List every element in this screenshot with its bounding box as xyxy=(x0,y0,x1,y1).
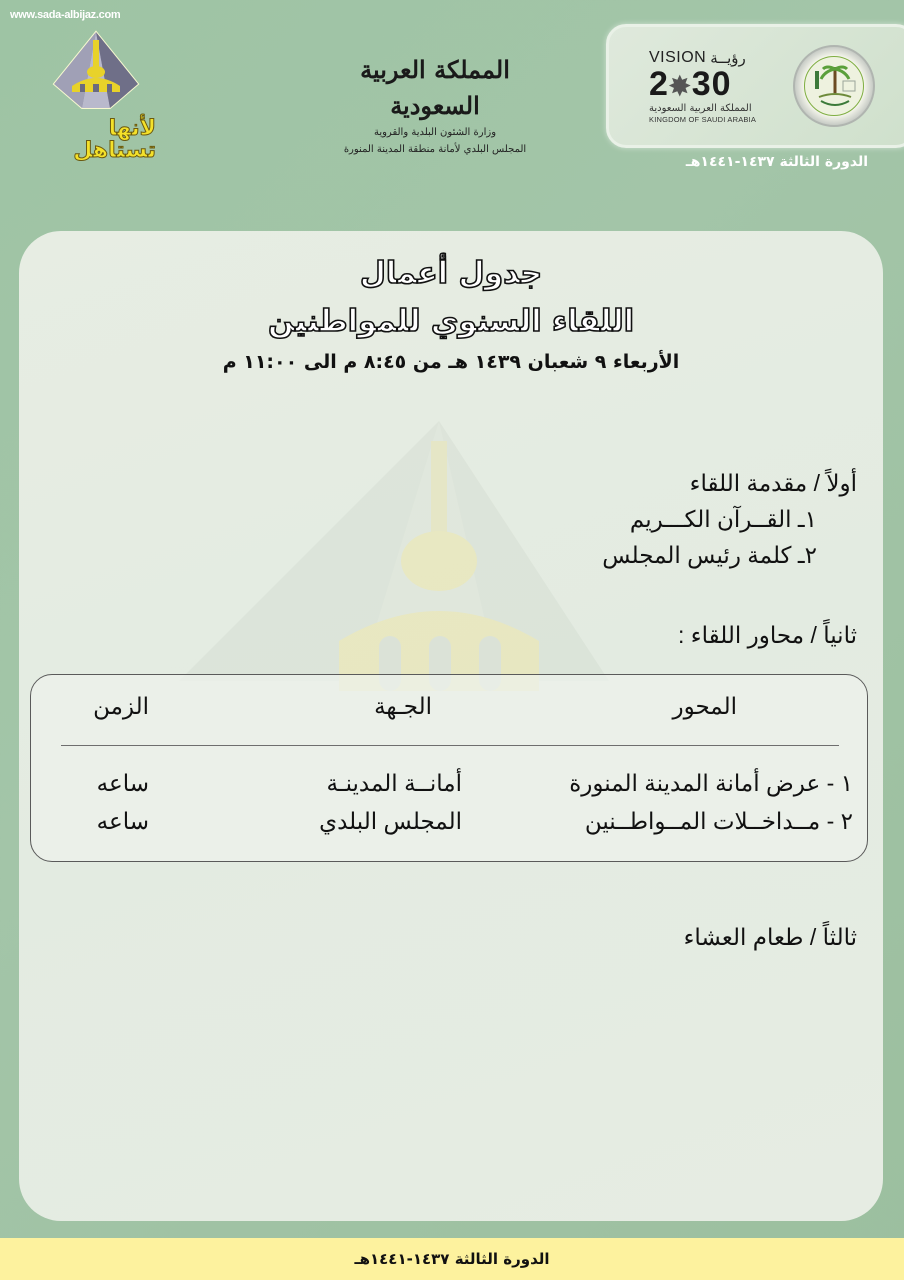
cell-time: ساعه xyxy=(96,808,149,834)
column-header-time: الزمن xyxy=(93,693,149,719)
municipal-council-seal-icon xyxy=(793,45,875,127)
vision-2030-box xyxy=(606,24,904,148)
kingdom-title: المملكة العربية السعودية xyxy=(360,55,510,120)
section-heading: أولاً / مقدمة اللقاء xyxy=(689,470,857,496)
meeting-date: الأربعاء ٩ شعبان ١٤٣٩ هـ من ٨:٤٥ م الى ١١:٠٠ م xyxy=(222,351,680,373)
diamond-mosque-icon xyxy=(50,30,142,110)
section-dinner xyxy=(684,919,857,955)
column-header-entity: الجـهة xyxy=(374,693,432,719)
ministry-header xyxy=(320,52,550,158)
vision-word-ar: رؤيــة xyxy=(710,50,746,67)
cell-axis: ١ - عرض أمانة المدينة المنورة xyxy=(569,770,853,796)
term-label-top: الدورة الثالثة ١٤٣٧-١٤٤١هـ xyxy=(685,154,868,170)
section-topics xyxy=(678,617,857,653)
column-header-axis: المحور xyxy=(672,693,737,719)
campaign-logo xyxy=(48,30,158,170)
section-heading: ثانياً / محاور اللقاء : xyxy=(678,622,857,648)
cell-axis: ٢ - مــداخــلات المــواطــنين xyxy=(584,808,853,834)
slogan-text: لأنها تستاهل xyxy=(73,116,156,163)
document-title: جدول أعمال xyxy=(359,256,543,291)
topics-table xyxy=(30,674,868,862)
vision-kingdom-en: KINGDOM OF SAUDI ARABIA xyxy=(649,115,757,124)
table-row xyxy=(31,808,867,846)
agenda-card xyxy=(19,231,883,1221)
mosque-watermark-icon xyxy=(169,411,629,711)
vision-2030-logo xyxy=(649,49,779,124)
agenda-item: ٢ـ كلمة رئيس المجلس xyxy=(602,542,817,568)
cell-entity: المجلس البلدي xyxy=(319,808,462,834)
vision-year: 2✸30 xyxy=(649,65,732,103)
vision-kingdom-ar: المملكة العربية السعودية xyxy=(649,103,752,114)
vision-word-en: VISION xyxy=(649,49,707,66)
table-divider xyxy=(61,745,839,746)
website-watermark: www.sada-albijaz.com xyxy=(10,9,121,21)
term-label-footer: الدورة الثالثة ١٤٣٧-١٤٤١هـ xyxy=(354,1250,550,1268)
footer-term-band xyxy=(0,1238,904,1280)
table-header xyxy=(31,693,867,733)
section-heading: ثالثاً / طعام العشاء xyxy=(683,924,857,950)
agenda-item: ١ـ القــرآن الكـــريم xyxy=(629,506,817,532)
document-subtitle: اللقاء السنوي للمواطنين xyxy=(268,304,634,339)
ministry-name: وزارة الشئون البلدية والقروية xyxy=(373,127,497,138)
cell-time: ساعه xyxy=(96,770,149,796)
cell-entity: أمانــة المدينـة xyxy=(326,770,462,796)
council-name: المجلس البلدي لأمانة منطقة المدينة المنورة xyxy=(343,144,527,155)
table-row xyxy=(31,770,867,808)
palm-emblem-icon: ✸ xyxy=(668,71,692,101)
section-introduction xyxy=(602,465,857,573)
